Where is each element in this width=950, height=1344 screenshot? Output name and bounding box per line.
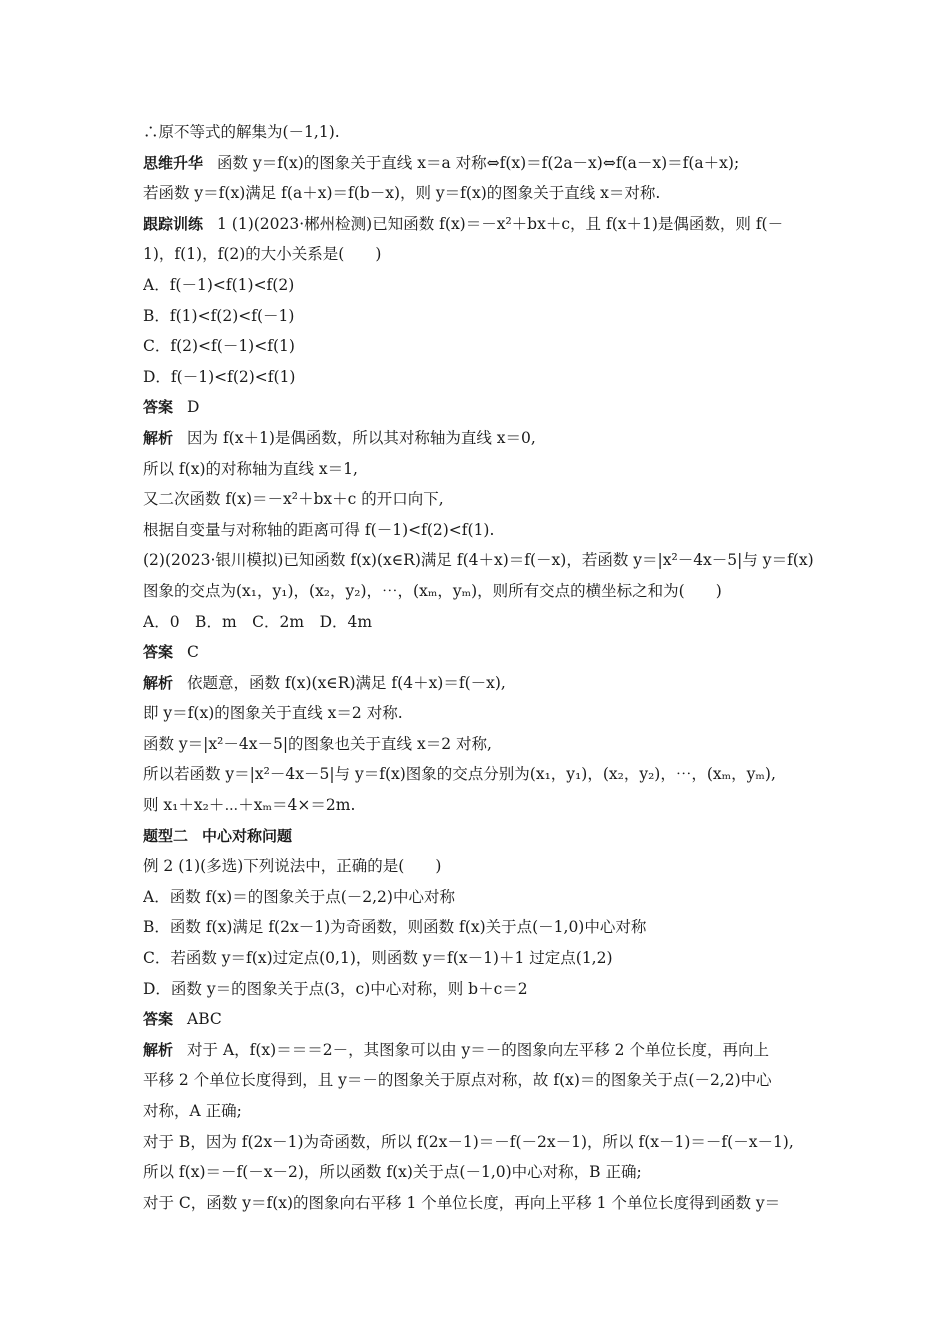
line-text: 因为 f(x＋1)是偶函数，所以其对称轴为直线 x＝0,	[187, 428, 536, 447]
text-line	[143, 851, 815, 882]
line-text: 1 (1)(2023·郴州检测)已知函数 f(x)＝－x²＋bx＋c，且 f(x＋1)是偶函数，则 f(－	[217, 214, 784, 233]
line-text: 所以 f(x)＝－f(－x－2)，所以函数 f(x)关于点(－1,0)中心对称，B 正确;	[143, 1163, 642, 1182]
text-line	[143, 178, 815, 209]
line-text: 平移 2 个单位长度得到，且 y＝－的图象关于原点对称，故 f(x)＝的图象关于点(－2,2)中心	[143, 1071, 772, 1090]
text-line	[143, 209, 815, 240]
line-text: C．f(2)<f(－1)<f(1)	[143, 337, 295, 356]
line-text: A．0 B．m C．2m D．4m	[143, 612, 373, 631]
text-line	[143, 1035, 815, 1066]
text-line	[143, 331, 815, 362]
text-line	[143, 882, 815, 913]
line-text: C	[187, 643, 199, 662]
text-line	[143, 423, 815, 454]
text-line	[143, 1157, 815, 1188]
text-line	[143, 607, 815, 638]
line-text: 1)，f(1)，f(2)的大小关系是( )	[143, 245, 382, 264]
line-text: 中心对称问题	[202, 826, 293, 845]
line-text: 即 y＝f(x)的图象关于直线 x＝2 对称.	[143, 704, 403, 723]
line-label: 解析	[143, 1040, 174, 1059]
line-text: A．函数 f(x)＝的图象关于点(－2,2)中心对称	[143, 887, 455, 906]
text-line	[143, 698, 815, 729]
line-label: 答案	[143, 1010, 174, 1029]
line-label: 答案	[143, 398, 174, 417]
text-line	[143, 668, 815, 699]
text-line	[143, 148, 815, 179]
line-text: D	[187, 398, 200, 417]
text-line	[143, 1096, 815, 1127]
text-line	[143, 392, 815, 423]
line-text: 所以若函数 y＝|x²－4x－5|与 y＝f(x)图象的交点分别为(x₁，y₁)，(x₂，y₂)，⋯，(xₘ，yₘ),	[143, 765, 776, 784]
line-text: D．f(－1)<f(2)<f(1)	[143, 367, 296, 386]
text-line	[143, 454, 815, 485]
text-line	[143, 729, 815, 760]
text-line	[143, 637, 815, 668]
text-line	[143, 270, 815, 301]
line-text: D．函数 y＝的图象关于点(3，c)中心对称，则 b＋c＝2	[143, 979, 528, 998]
line-text: ABC	[187, 1010, 222, 1029]
text-line	[143, 1004, 815, 1035]
line-text: 图象的交点为(x₁，y₁)，(x₂，y₂)，⋯，(xₘ，yₘ)，则所有交点的横坐标之和为( )	[143, 581, 722, 600]
line-text: 例 2 (1)(多选)下列说法中，正确的是( )	[143, 857, 442, 876]
line-text: 函数 y＝f(x)的图象关于直线 x＝a 对称⇔f(x)＝f(2a－x)⇔f(a－x)＝f(a＋x);	[217, 153, 740, 172]
line-text: ∴原不等式的解集为(－1,1).	[143, 123, 340, 141]
text-line	[143, 1127, 815, 1158]
line-text: 根据自变量与对称轴的距离可得 f(－1)<f(2)<f(1).	[143, 520, 495, 539]
text-line	[143, 545, 815, 576]
line-text: 对于 B，因为 f(2x－1)为奇函数，所以 f(2x－1)＝－f(－2x－1)，所以 f(x－1)＝－f(－x－1),	[143, 1132, 794, 1151]
text-line	[143, 576, 815, 607]
text-line	[143, 943, 815, 974]
text-line	[143, 790, 815, 821]
line-text: 若函数 y＝f(x)满足 f(a＋x)＝f(b－x)，则 y＝f(x)的图象关于直线 x＝对称.	[143, 184, 661, 203]
section-heading	[143, 821, 815, 852]
line-text: 又二次函数 f(x)＝－x²＋bx＋c 的开口向下,	[143, 490, 444, 509]
line-label: 答案	[143, 643, 174, 662]
text-line	[143, 759, 815, 790]
line-text: B．函数 f(x)满足 f(2x－1)为奇函数，则函数 f(x)关于点(－1,0)中心对称	[143, 918, 647, 937]
line-text: 对于 A，f(x)＝＝＝2－，其图象可以由 y＝－的图象向左平移 2 个单位长度，再向上	[187, 1040, 769, 1059]
line-text: 所以 f(x)的对称轴为直线 x＝1,	[143, 459, 358, 478]
line-label: 跟踪训练	[143, 214, 204, 233]
line-text: 对于 C，函数 y＝f(x)的图象向右平移 1 个单位长度，再向上平移 1 个单位长度得到函数 y＝	[143, 1193, 781, 1212]
document-body	[143, 117, 815, 1218]
line-text: A．f(－1)<f(1)<f(2)	[143, 275, 295, 294]
line-text: 则 x₁＋x₂＋⋯＋xₘ＝4×＝2m.	[143, 796, 356, 815]
text-line	[143, 362, 815, 393]
text-line	[143, 301, 815, 332]
line-text: C．若函数 y＝f(x)过定点(0,1)，则函数 y＝f(x－1)＋1 过定点(1,2)	[143, 949, 613, 968]
text-line	[143, 974, 815, 1005]
text-line	[143, 1065, 815, 1096]
text-line	[143, 912, 815, 943]
line-label: 解析	[143, 673, 174, 692]
line-label: 题型二	[143, 826, 189, 845]
line-label: 思维升华	[143, 153, 204, 172]
line-text: 函数 y＝|x²－4x－5|的图象也关于直线 x＝2 对称,	[143, 734, 492, 753]
text-line	[143, 239, 815, 270]
text-line	[143, 515, 815, 546]
text-line	[143, 484, 815, 515]
text-line	[143, 117, 815, 148]
line-text: 依题意，函数 f(x)(x∈R)满足 f(4＋x)＝f(－x),	[187, 673, 506, 692]
line-label: 解析	[143, 428, 174, 447]
line-text: B．f(1)<f(2)<f(－1)	[143, 306, 295, 325]
text-line	[143, 1188, 815, 1219]
line-text: (2)(2023·银川模拟)已知函数 f(x)(x∈R)满足 f(4＋x)＝f(－x)，若函数 y＝|x²－4x－5|与 y＝f(x)	[143, 551, 814, 570]
line-text: 对称，A 正确;	[143, 1102, 242, 1120]
